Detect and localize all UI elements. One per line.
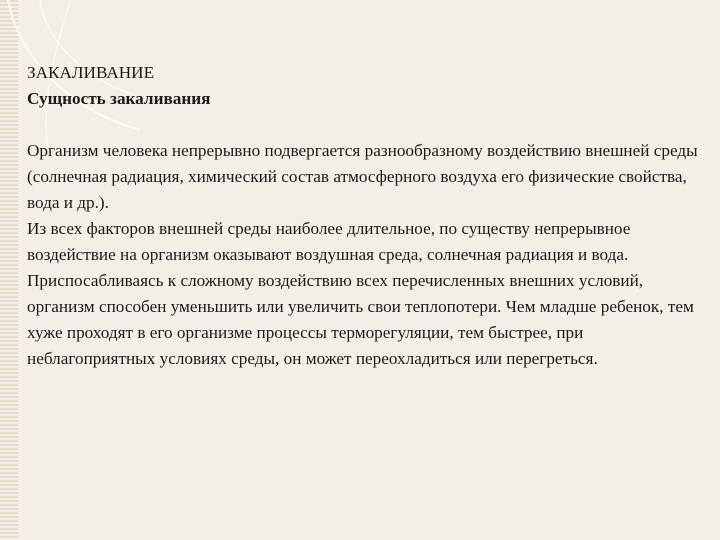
slide-title: ЗАКАЛИВАНИЕ [27,63,155,82]
paragraph-1: Организм человека непрерывно подвергается разнообразному воздействию внешней среды (солнечная радиация, химический состав атмосферного воздуха его физические свойства, вода и др.). [27,141,698,212]
paragraph-2: Из всех факторов внешней среды наиболее длительное, по существу непрерывное воздействие на организм оказывают воздушная среда, солнечная радиация и вода. [27,219,631,264]
spacer [27,112,707,138]
slide-subtitle: Сущность закаливания [27,89,211,108]
paragraph-3: Приспосабливаясь к сложному воздействию всех перечисленных внешних условий, организм способен уменьшить или увеличить свои теплопотери. Чем младше ребенок, тем хуже проходят в его организме процессы терморегуляции, тем быстрее, при неблагоприятных условиях среды, он может переохладиться или перегреться. [27,271,694,368]
slide-content [27,60,707,372]
